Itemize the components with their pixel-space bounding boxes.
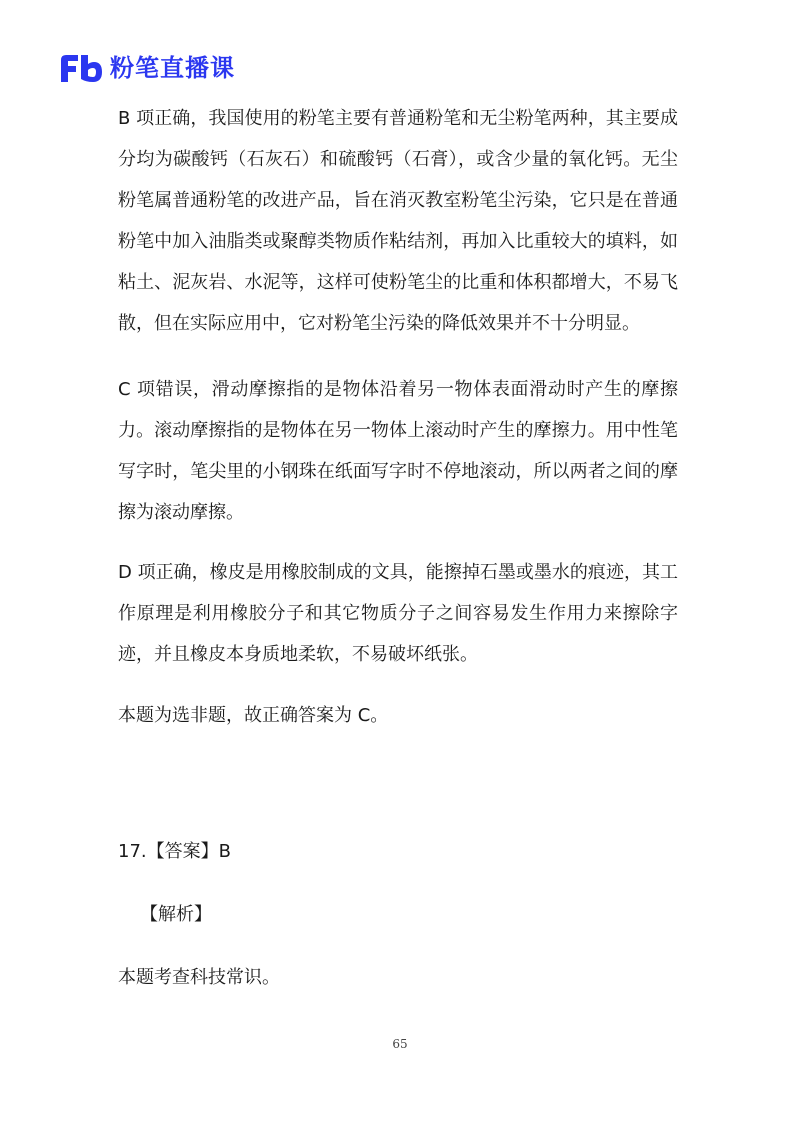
question-17-answer: 17.【答案】B bbox=[118, 841, 231, 862]
question-17-intro: 本题考查科技常识。 bbox=[118, 967, 280, 988]
fb-logo-icon bbox=[58, 51, 104, 85]
analysis-label: 【解析】 bbox=[140, 904, 212, 925]
option-b-explanation: B 项正确，我国使用的粉笔主要有普通粉笔和无尘粉笔两种，其主要成分均为碳酸钙（石灰石）和硫酸钙（石膏），或含少量的氧化钙。无尘粉笔属普通粉笔的改进产品，旨在消灭教室粉笔尘污染，它只是在普通粉笔中加入油脂类或聚醇类物质作粘结剂，再加入比重较大的填料，如粘土、泥灰岩、水泥等，这样可使粉笔尘的比重和体积都增大，不易飞散，但在实际应用中，它对粉笔尘污染的降低效果并不十分明显。 bbox=[118, 108, 678, 334]
option-d-explanation: D 项正确，橡皮是用橡胶制成的文具，能擦掉石墨或墨水的痕迹，其工作原理是利用橡胶分子和其它物质分子之间容易发生作用力来擦除字迹，并且橡皮本身质地柔软，不易破坏纸张。 bbox=[118, 562, 678, 665]
page-number: 65 bbox=[392, 1037, 408, 1051]
conclusion: 本题为选非题，故正确答案为 C。 bbox=[118, 705, 389, 726]
header bbox=[58, 48, 235, 88]
option-c-explanation: C 项错误，滑动摩擦指的是物体沿着另一物体表面滑动时产生的摩擦力。滚动摩擦指的是物体在另一物体上滚动时产生的摩擦力。用中性笔写字时，笔尖里的小钢珠在纸面写字时不停地滚动，所以两者之间的摩擦为滚动摩擦。 bbox=[118, 379, 678, 523]
document-body bbox=[118, 98, 678, 998]
brand-name: 粉笔直播课 bbox=[110, 54, 235, 82]
